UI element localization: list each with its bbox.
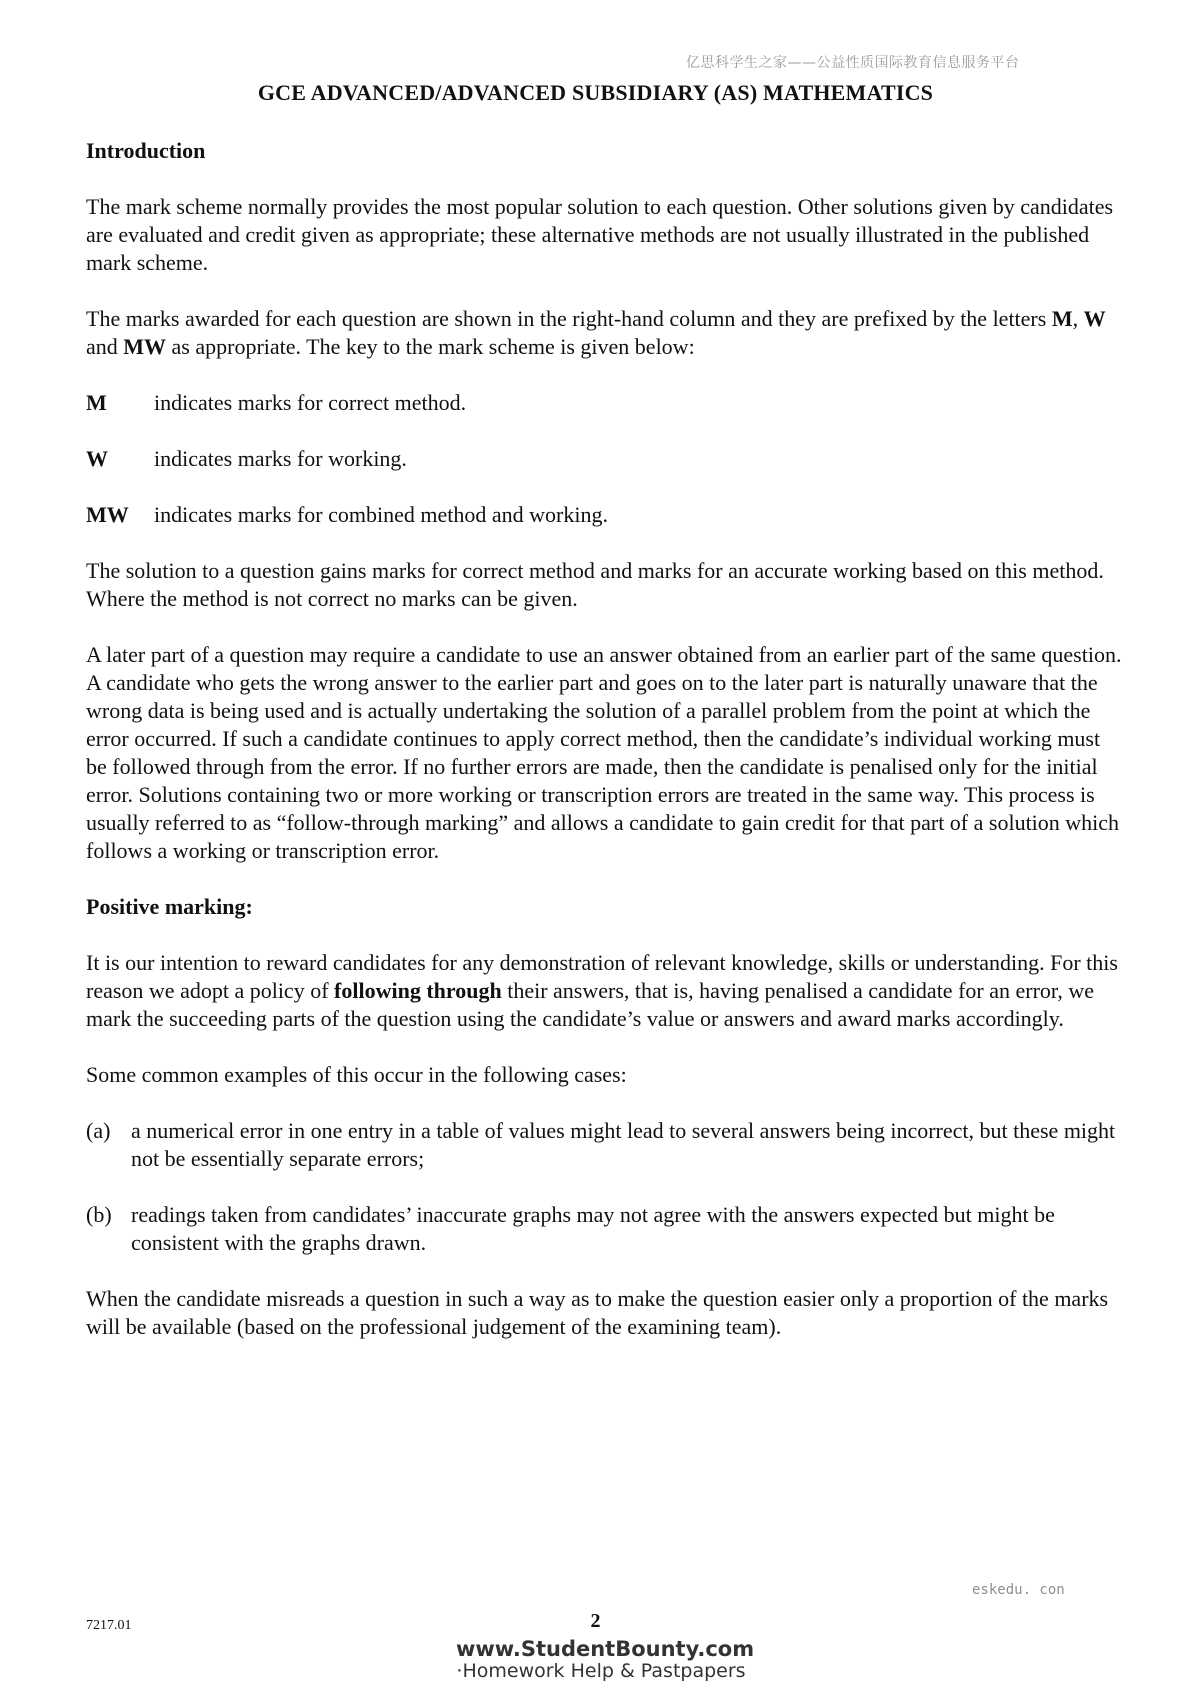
key-code: M xyxy=(86,390,107,415)
positive-marking-heading: Positive marking: xyxy=(86,894,253,919)
pm-para1-prefix: It is our intention to reward candidates for any demonstration of relevant knowledge, skills or understanding. For this reason we adopt a policy of xyxy=(86,950,1118,1003)
page-title: GCE ADVANCED/ADVANCED SUBSIDIARY (AS) MATHEMATICS xyxy=(257,80,934,105)
watermark-top-text: 亿思科学生之家——公益性质国际教育信息服务平台 xyxy=(686,55,1020,71)
logo-url: www.StudentBounty.com xyxy=(456,1637,755,1661)
key-code: W xyxy=(86,446,108,471)
following-through-bold: following through xyxy=(334,978,502,1003)
case-text: a numerical error in one entry in a table of values might lead to several answers being incorrect, but these might not be essentially separate errors; xyxy=(131,1118,1116,1171)
key-description: indicates marks for combined method and working. xyxy=(154,502,608,527)
pm-para1-suffix: their answers, that is, having penalised a candidate for an error, we mark the succeeding parts of the question using the candidate’s value or answers and award marks accordingly. xyxy=(86,978,1094,1031)
key-item-m xyxy=(86,389,1126,417)
studentbounty-logo xyxy=(456,1637,755,1682)
para2-suffix: as appropriate. The key to the mark scheme is given below: xyxy=(166,334,695,359)
letters-mw: MW xyxy=(123,334,167,359)
para2-and: and xyxy=(86,334,124,359)
key-description: indicates marks for working. xyxy=(154,446,407,471)
logo-tagline: ·Homework Help & Pastpapers xyxy=(456,1660,746,1682)
case-marker: (a) xyxy=(86,1118,111,1143)
key-item-mw xyxy=(86,501,1126,529)
case-text: readings taken from candidates’ inaccurate graphs may not agree with the answers expected but might be consistent with the graphs drawn. xyxy=(131,1202,1055,1255)
introduction-paragraph-2 xyxy=(86,305,1126,361)
document-body xyxy=(86,137,1126,1369)
key-item-w xyxy=(86,445,1126,473)
case-marker: (b) xyxy=(86,1202,112,1227)
page-number: 2 xyxy=(590,1610,601,1632)
key-code: MW xyxy=(86,502,129,527)
introduction-heading: Introduction xyxy=(86,138,206,163)
case-item-a xyxy=(86,1117,1126,1173)
para2-prefix: The marks awarded for each question are shown in the right-hand column and they are prefixed by the letters xyxy=(86,306,1052,331)
positive-marking-paragraph-1 xyxy=(86,949,1126,1033)
introduction-paragraph-1: The mark scheme normally provides the most popular solution to each question. Other solutions given by candidates are evaluated and credit given as appropriate; these alternative methods are not usually illustrated in the published mark scheme. xyxy=(86,194,1114,275)
letter-w: W xyxy=(1083,306,1106,331)
introduction-paragraph-3: The solution to a question gains marks for correct method and marks for an accurate working based on this method. Where the method is not correct no marks can be given. xyxy=(86,558,1104,611)
watermark-bottom-text: eskedu. con xyxy=(972,1582,1065,1598)
positive-marking-paragraph-2: Some common examples of this occur in the following cases: xyxy=(86,1062,627,1087)
case-item-b xyxy=(86,1201,1126,1257)
letter-m: M xyxy=(1051,306,1073,331)
introduction-paragraph-4: A later part of a question may require a candidate to use an answer obtained from an earlier part of the same question. A candidate who gets the wrong answer to the earlier part and goes on to the later part is naturally unaware that the wrong data is being used and is actually undertaking the solution of a parallel problem from the point at which the error occurred. If such a candidate continues to apply correct method, then the candidate’s individual working must be followed through from the error. If no further errors are made, then the candidate is penalised only for the initial error. Solutions containing two or more working or transcription errors are treated in the same way. This process is usually referred to as “follow-through marking” and allows a candidate to gain credit for that part of a solution which follows a working or transcription error. xyxy=(86,642,1122,863)
positive-marking-paragraph-3: When the candidate misreads a question in such a way as to make the question easier only a proportion of the marks will be available (based on the professional judgement of the examining team). xyxy=(86,1286,1109,1339)
key-description: indicates marks for correct method. xyxy=(154,390,467,415)
para2-comma: , xyxy=(1072,306,1084,331)
document-code: 7217.01 xyxy=(86,1618,132,1633)
